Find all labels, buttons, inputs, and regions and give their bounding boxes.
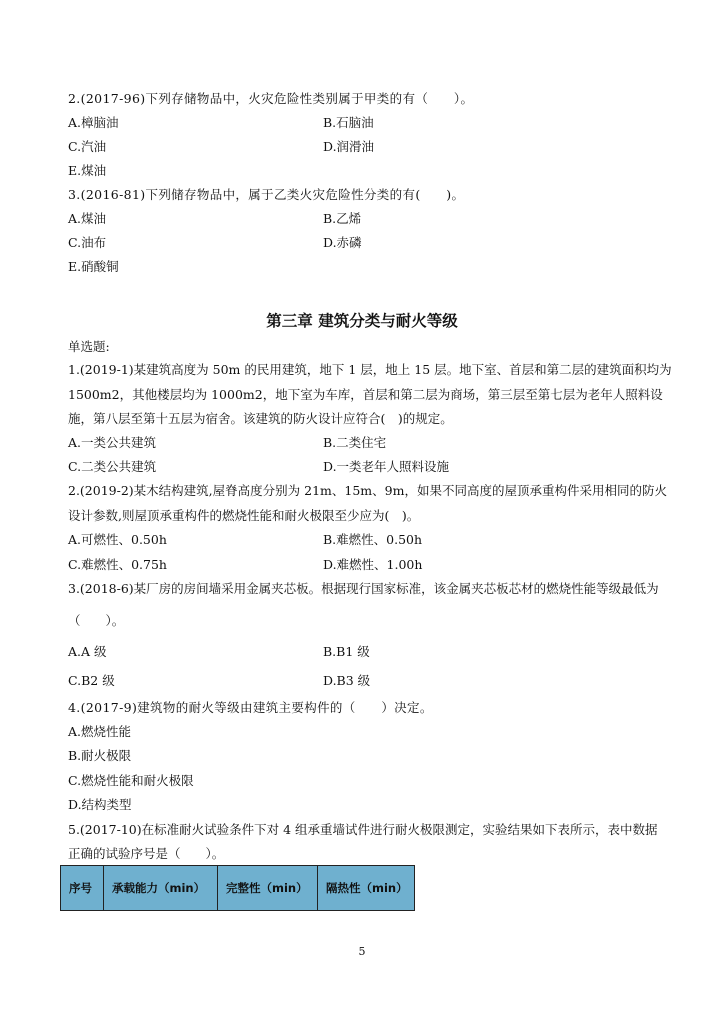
option-c: C.B2 级 [68, 673, 115, 688]
question-stem-line: 3.(2018-6)某厂房的房间墙采用金属夹芯板。根据现行国家标准，该金属夹芯板芯材的燃烧性能等级最低为 [68, 581, 659, 596]
option-a: A.A 级 [68, 644, 107, 659]
table-header-cell: 序号 [61, 866, 104, 911]
chapter-title: 第三章 建筑分类与耐火等级 [266, 312, 458, 330]
option-a: A.樟脑油 [68, 115, 119, 130]
option-b: B.乙烯 [323, 211, 362, 226]
question-stem-line: 1.(2019-1)某建筑高度为 50m 的民用建筑，地下 1 层，地上 15 层。地下室、首层和第二层的建筑面积均为 [68, 362, 672, 377]
question-stem-line: 5.(2017-10)在标准耐火试验条件下对 4 组承重墙试件进行耐火极限测定，实验结果如下表所示，表中数据 [68, 822, 658, 837]
option-a: A.煤油 [68, 211, 107, 226]
question-stem: 2.(2017-96)下列存储物品中，火灾危险性类别属于甲类的有（ ）。 [68, 91, 474, 106]
option-e: E.煤油 [68, 163, 107, 178]
table-header-cell: 完整性（min） [218, 866, 318, 911]
question-stem: 3.(2016-81)下列储存物品中，属于乙类火灾危险性分类的有( )。 [68, 187, 465, 202]
option-c: C.二类公共建筑 [68, 459, 157, 474]
option-d: D.结构类型 [68, 797, 132, 812]
option-b: B.难燃性、0.50h [323, 532, 423, 547]
option-c: C.汽油 [68, 139, 107, 154]
table-header-cell: 隔热性（min） [318, 866, 415, 911]
option-b: B.耐火极限 [68, 748, 132, 763]
option-c: C.油布 [68, 235, 107, 250]
table-header-row [61, 866, 415, 911]
option-a: A.可燃性、0.50h [68, 532, 167, 547]
question-stem-line: 施，第八层至第十五层为宿舍。该建筑的防火设计应符合( )的规定。 [68, 411, 453, 426]
option-a: A.燃烧性能 [68, 724, 132, 739]
question-stem-line: 正确的试验序号是（ ）。 [68, 846, 225, 861]
option-a: A.一类公共建筑 [68, 435, 157, 450]
option-c: C.燃烧性能和耐火极限 [68, 773, 194, 788]
option-d: D.润滑油 [323, 139, 375, 154]
table-header-cell: 承载能力（min） [104, 866, 218, 911]
option-b: B.B1 级 [323, 644, 370, 659]
option-d: D.一类老年人照料设施 [323, 459, 450, 474]
option-b: B.石脑油 [323, 115, 374, 130]
question-stem-line: 设计参数,则屋顶承重构件的燃烧性能和耐火极限至少应为( )。 [68, 508, 420, 523]
option-d: D.难燃性、1.00h [323, 557, 423, 572]
question-stem: 4.(2017-9)建筑物的耐火等级由建筑主要构件的（ ）决定。 [68, 700, 433, 715]
question-stem-line: 2.(2019-2)某木结构建筑,屋脊高度分别为 21m、15m、9m，如果不同高度的屋顶承重构件采用相同的防火 [68, 483, 667, 498]
option-b: B.二类住宅 [323, 435, 387, 450]
result-table [60, 865, 415, 911]
question-stem-line: 1500m2，其他楼层均为 1000m2，地下室为车库，首层和第二层为商场，第三层至第七层为老年人照料设 [68, 387, 663, 402]
option-d: D.赤磷 [323, 235, 362, 250]
option-e: E.硝酸铜 [68, 259, 119, 274]
option-c: C.难燃性、0.75h [68, 557, 167, 572]
page-number: 5 [358, 945, 366, 958]
option-d: D.B3 级 [323, 673, 371, 688]
section-subheading: 单选题: [68, 339, 110, 354]
question-stem-line: （ ）。 [68, 613, 125, 628]
